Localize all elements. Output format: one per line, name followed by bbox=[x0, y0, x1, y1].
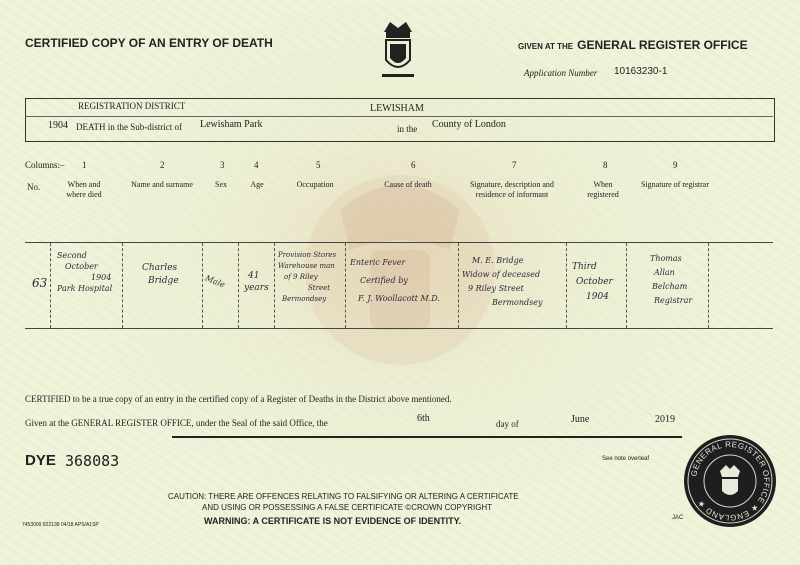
entry-informant: M. E. Bridge Widow of deceased 9 Riley Street Bermondsey bbox=[462, 256, 543, 307]
serial-number: 368083 bbox=[65, 452, 120, 470]
col-head-age: Age bbox=[250, 180, 264, 189]
col-divider bbox=[50, 243, 51, 328]
col-head-when-where: When and where died bbox=[66, 180, 102, 199]
col-divider bbox=[274, 243, 275, 328]
given-day: 6th bbox=[417, 413, 430, 424]
col-num-8: 8 bbox=[603, 160, 608, 170]
col-num-9: 9 bbox=[673, 160, 678, 170]
signature-line bbox=[172, 436, 682, 438]
certification-statement: CERTIFIED to be a true copy of an entry in the certified copy of a Register of Deaths in the District above mentioned. bbox=[25, 394, 452, 404]
col-head-name: Name and surname bbox=[131, 180, 193, 189]
col-num-5: 5 bbox=[316, 160, 321, 170]
entry-registrar: Thomas Allan Belcham Registrar bbox=[650, 254, 693, 305]
col-divider bbox=[238, 243, 239, 328]
subdistrict-value: Lewisham Park bbox=[200, 119, 263, 130]
col-head-occupation: Occupation bbox=[296, 180, 334, 189]
given-at-statement: Given at the GENERAL REGISTER OFFICE, under the Seal of the said Office, the bbox=[25, 418, 328, 428]
col-num-2: 2 bbox=[160, 160, 165, 170]
col-divider bbox=[345, 243, 346, 328]
col-head-registered: When registered bbox=[587, 180, 619, 199]
royal-crest-icon bbox=[378, 18, 418, 80]
caution-line-2: AND USING OR POSSESSING A FALSE CERTIFICATE ©CROWN COPYRIGHT bbox=[202, 503, 493, 512]
entry-age: 41 years bbox=[244, 271, 269, 293]
see-note-overleaf: See note overleaf bbox=[602, 456, 650, 462]
entry-bottom-border bbox=[25, 328, 773, 329]
print-code: 7453009 822138 04/18 APS/A1SP bbox=[22, 522, 99, 528]
serial-prefix: DYE bbox=[25, 452, 56, 469]
entry-name: Charles Bridge bbox=[142, 263, 179, 286]
entry-registered: Third October 1904 bbox=[572, 262, 613, 302]
subdistrict-label: DEATH in the Sub-district of bbox=[76, 122, 182, 132]
district-value: LEWISHAM bbox=[370, 103, 424, 114]
col-head-informant: Signature, description and residence of informant bbox=[470, 180, 554, 199]
col-num-4: 4 bbox=[254, 160, 259, 170]
entry-cause: Enteric Fever Certified by F. J. Woollacott M.D. bbox=[350, 258, 440, 303]
given-at-office: GIVEN AT THE GENERAL REGISTER OFFICE bbox=[518, 38, 748, 52]
col-num-6: 6 bbox=[411, 160, 416, 170]
application-label: Application Number bbox=[524, 68, 598, 78]
county-value: County of London bbox=[432, 119, 506, 130]
general-register-office-seal bbox=[682, 433, 778, 529]
registrar-initials: JAC bbox=[672, 515, 684, 521]
given-month: June bbox=[571, 414, 590, 425]
certificate-title: CERTIFIED COPY OF AN ENTRY OF DEATH bbox=[25, 36, 273, 50]
col-num-3: 3 bbox=[220, 160, 225, 170]
day-of-label: day of bbox=[496, 419, 519, 429]
entry-sex: Male bbox=[204, 273, 227, 290]
col-divider bbox=[566, 243, 567, 328]
registration-divider bbox=[25, 116, 773, 117]
col-head-cause: Cause of death bbox=[384, 180, 432, 189]
entry-when-where: Second October 1904 Park Hospital bbox=[57, 251, 113, 293]
columns-label: Columns:– bbox=[25, 160, 65, 170]
col-divider bbox=[626, 243, 627, 328]
entry-occupation: Provision Stores Warehouse man of 9 Riley Street Bermondsey bbox=[278, 251, 337, 303]
col-divider bbox=[122, 243, 123, 328]
col-num-1: 1 bbox=[82, 160, 87, 170]
given-year: 2019 bbox=[655, 414, 675, 425]
col-divider bbox=[202, 243, 203, 328]
seal-ring-text: GENERAL REGISTER OFFICE ★ ENGLAND ★ bbox=[689, 439, 772, 523]
district-label: REGISTRATION DISTRICT bbox=[78, 101, 186, 111]
year-value: 1904 bbox=[48, 120, 68, 131]
col-divider bbox=[458, 243, 459, 328]
col-head-registrar: Signature of registrar bbox=[641, 180, 709, 189]
col-head-no: No. bbox=[27, 182, 41, 192]
col-head-sex: Sex bbox=[215, 180, 227, 189]
in-the-label: in the bbox=[397, 124, 418, 134]
col-divider bbox=[708, 243, 709, 328]
warning-text: WARNING: A CERTIFICATE IS NOT EVIDENCE OF IDENTITY. bbox=[204, 516, 462, 526]
application-number: 10163230-1 bbox=[614, 66, 668, 77]
caution-line-1: CAUTION: THERE ARE OFFENCES RELATING TO FALSIFYING OR ALTERING A CERTIFICATE bbox=[168, 492, 519, 501]
col-num-7: 7 bbox=[512, 160, 517, 170]
entry-top-border bbox=[25, 242, 773, 243]
entry-number: 63 bbox=[32, 276, 48, 290]
